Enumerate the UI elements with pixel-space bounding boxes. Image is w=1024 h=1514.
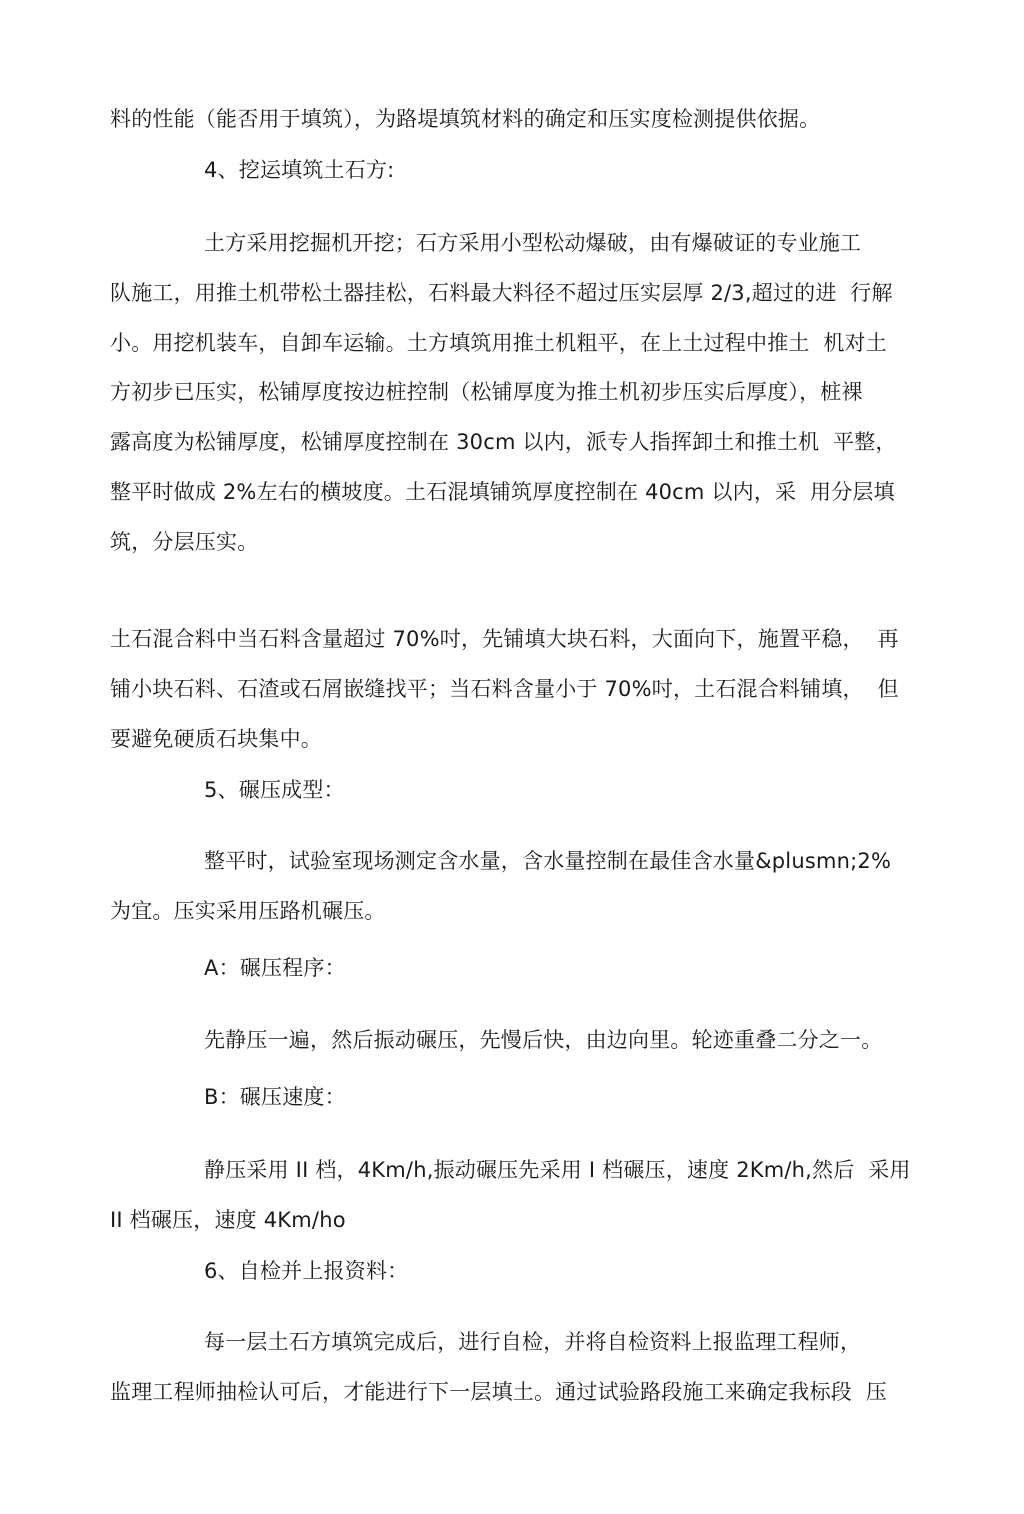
paragraph-line: 先静压一遍，然后振动碾压，先慢后快，由边向里。轮迹重叠二分之一。 [204, 1028, 883, 1052]
paragraph-line: II 档碾压，速度 4Km/ho [110, 1208, 346, 1232]
paragraph-line: 为宜。压实采用压路机碾压。 [110, 899, 386, 923]
paragraph-line: 露高度为松铺厚度，松铺厚度控制在 30cm 以内，派专人指挥卸土和推土机 平整， [110, 430, 897, 454]
paragraph-line: 整平时，试验室现场测定含水量，含水量控制在最佳含水量&plusmn;2% [204, 849, 892, 873]
paragraph-line: 要避免硬质石块集中。 [110, 727, 322, 751]
paragraph-line: 整平时做成 2%左右的横坡度。土石混填铺筑厚度控制在 40cm 以内，采 用分层填 [110, 480, 895, 504]
paragraph-line: 静压采用 II 档，4Km/h,振动碾压先采用 I 档碾压，速度 2Km/h,然后 采用 [204, 1158, 911, 1182]
paragraph-line: 筑，分层压实。 [110, 530, 259, 554]
paragraph-line: 队施工，用推土机带松土器挂松，石料最大料径不超过压实层厚 2/3,超过的进 行解 [110, 281, 893, 305]
section-heading: 4、挖运填筑土石方: [204, 158, 395, 182]
section-heading: 6、自检并上报资料： [204, 1259, 409, 1283]
paragraph-line: 铺小块石料、石渣或石屑嵌缝找平；当石料含量小于 70%吋，土石混合料铺填， 但 [110, 677, 899, 701]
subsection-heading: A：碾压程序： [204, 956, 346, 980]
paragraph-line: 方初步已压实，松铺厚度按边桩控制（松铺厚度为推土机初步压实后厚度），桩裸 [110, 380, 863, 404]
paragraph-line: 土方采用挖掘机开挖；石方采用小型松动爆破，由有爆破证的专业施工 [204, 231, 862, 255]
subsection-heading: B：碾压速度： [204, 1085, 346, 1109]
paragraph-line: 料的性能（能否用于填筑），为路堤填筑材料的确定和压实度检测提供依据。 [110, 107, 821, 131]
paragraph-line: 监理工程师抽检认可后，才能进行下一层填土。通过试验路段施工来确定我标段 压 [110, 1380, 887, 1404]
section-heading: 5、碾压成型： [204, 778, 345, 802]
paragraph-line: 每一层土石方填筑完成后，进行自检，并将自检资料上报监理工程师， [204, 1330, 862, 1354]
paragraph-line: 小。用挖机装车，自卸车运输。土方填筑用推土机粗平，在上土过程中推土 机对土 [110, 331, 887, 355]
paragraph-line: 土石混合料中当石料含量超过 70%吋，先铺填大块石料，大面向下，施置平稳， 再 [110, 627, 899, 651]
